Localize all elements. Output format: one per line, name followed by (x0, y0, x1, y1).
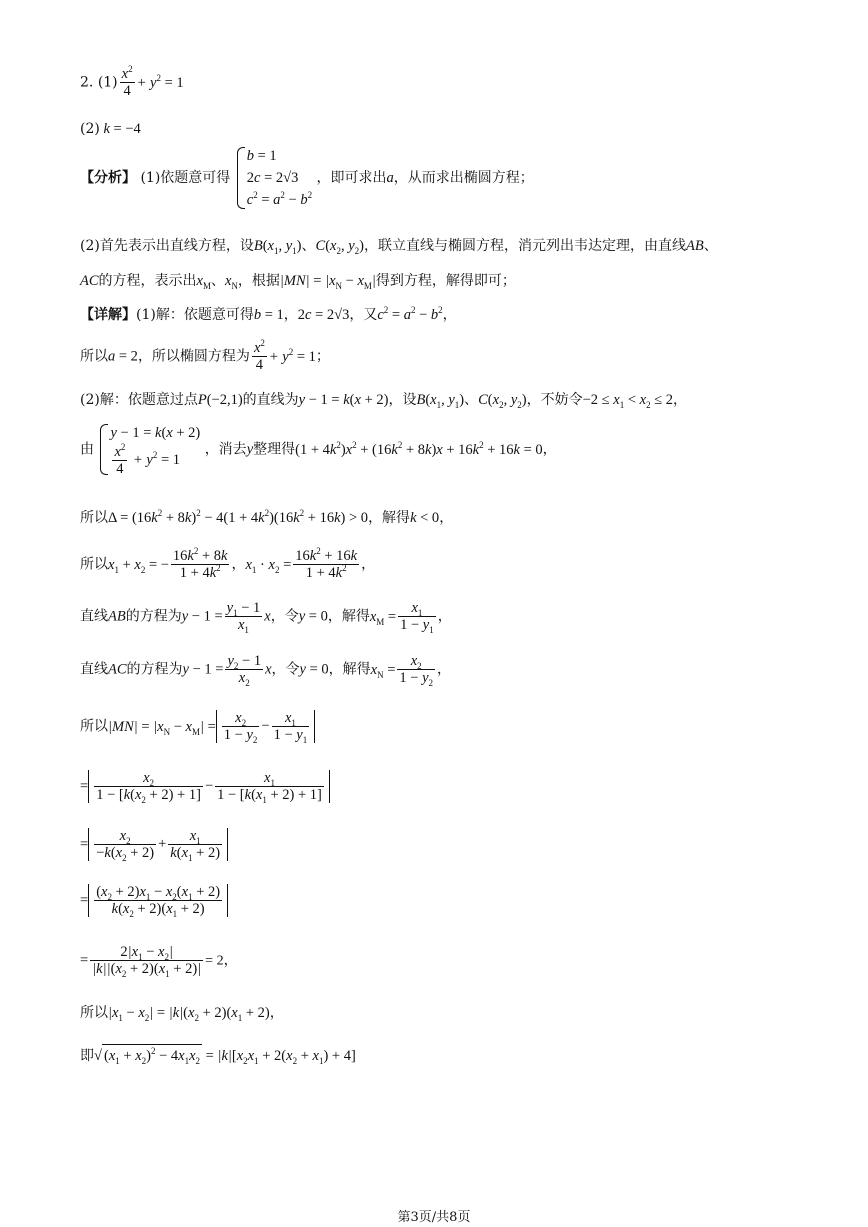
answer-part-2: (2) k = −4 (80, 121, 141, 137)
step-4: = $\frac{2|x_1 - x_2|}{|k||(x_2 + 2)(x_1 + 2)|}$ = 2， (80, 944, 238, 979)
mn-distance-line: 所以$|MN| = |x_N - x_M|$ = $\frac{x_2}{1 - y_2}$ − $\frac{x_1}{1 - y_1}$ (80, 710, 315, 743)
answer-part-1: 2. (1) $\frac{x^2}{4}$ + $y^2 = 1$ (80, 64, 184, 99)
vieta-line: 所以$x_1 + x_2$ = − $\frac{16k^2 + 8k}{1 + 4k^2}$ ，$x_1 \cdot x_2$ = $\frac{16k^2 + 16k}{1 + 4k^2}$ ， (80, 546, 376, 581)
final-equation: 即√ $(x_1 + x_2)^2 - 4x_1x_2 = |k|[x_2x_1 + 2(x_2 + x_1) + 4]$ (80, 1044, 356, 1066)
line-ab-equation: 直线AB的方程为y − 1 = $\frac{y_1 - 1}{x_1}$ x，令y = 0，解得$x_M$ = $\frac{x_1}{1 - y_1}$ ， (80, 600, 452, 635)
detail-heading: 【详解】 (80, 307, 136, 323)
analysis-paragraph-2: (2)首先表示出直线方程，设$B(x_1$, $y_1$)、$C(x_2$, $y_2$)，联立直线与椭圆方程，消元列出韦达定理，由直线AB、 (80, 238, 718, 256)
step-3: = $\frac{(x_2 + 2)x_1 - x_2(x_1 + 2)}{k(x_2 + 2)(x_1 + 2)}$ (80, 884, 228, 917)
system-equation: 由 y − 1 = k(x + 2) $\frac{x^2}{4}$ + $y^2 = 1$ ，消去y整理得$(1 + 4k^2)x^2 + (16k^2 + 8k)x + 16k^2 + 16k = 0$， (80, 422, 557, 477)
analysis-paragraph-3: AC的方程，表示出$x_M$、$x_N$，根据$|MN| = |x_N - x_M|$得到方程，解得即可； (80, 273, 516, 291)
line-ac-equation: 直线AC的方程为y − 1 = $\frac{y_2 - 1}{x_2}$ x，令y = 0，解得$x_N$ = $\frac{x_2}{1 - y_2}$ ， (80, 653, 452, 688)
step-1: = $\frac{x_2}{1 - [k(x_2 + 2) + 1]}$ − $\frac{x_1}{1 - [k(x_1 + 2) + 1]}$ (80, 770, 330, 803)
step-2: = $\frac{x_2}{-k(x_2 + 2)}$ + $\frac{x_1}{k(x_1 + 2)}$ (80, 828, 228, 861)
solution-part-2-intro: (2)解：依题意过点P(−2,1)的直线为y − 1 = k(x + 2)，设$B(x_1$, $y_1$)、$C(x_2$, $y_2$)，不妨令$-2 \le x_1 < x_2 \le 2$， (80, 392, 688, 410)
page-footer: 第3页/共8页 (397, 1210, 471, 1225)
discriminant-line: 所以$\Delta = (16k^2 + 8k)^2 - 4(1 + 4k^2)(16k^2 + 16k) > 0$，解得k < 0， (80, 508, 454, 526)
analysis-system: b = 1 2c = 2√3 $c^2 = a^2 - b^2$ (235, 145, 312, 211)
question-number: 2. (80, 74, 94, 91)
detail-paragraph-2: 所以a = 2，所以椭圆方程为 $\frac{x^2}{4}$ + $y^2 = 1$； (80, 338, 330, 373)
conclusion-line: 所以$|x_1 - x_2| = |k|(x_2 + 2)(x_1 + 2)$， (80, 1005, 284, 1023)
detail-paragraph-1: 【详解】(1)解：依题意可得b = 1，2c = 2√3，又$c^2 = a^2 - b^2$， (80, 305, 457, 323)
analysis-heading: 【分析】 (80, 170, 136, 186)
analysis-paragraph-1: 【分析】 (1)依题意可得 b = 1 2c = 2√3 $c^2 = a^2 - b^2$ ，即可求出a，从而求出椭圆方程； (80, 145, 534, 211)
